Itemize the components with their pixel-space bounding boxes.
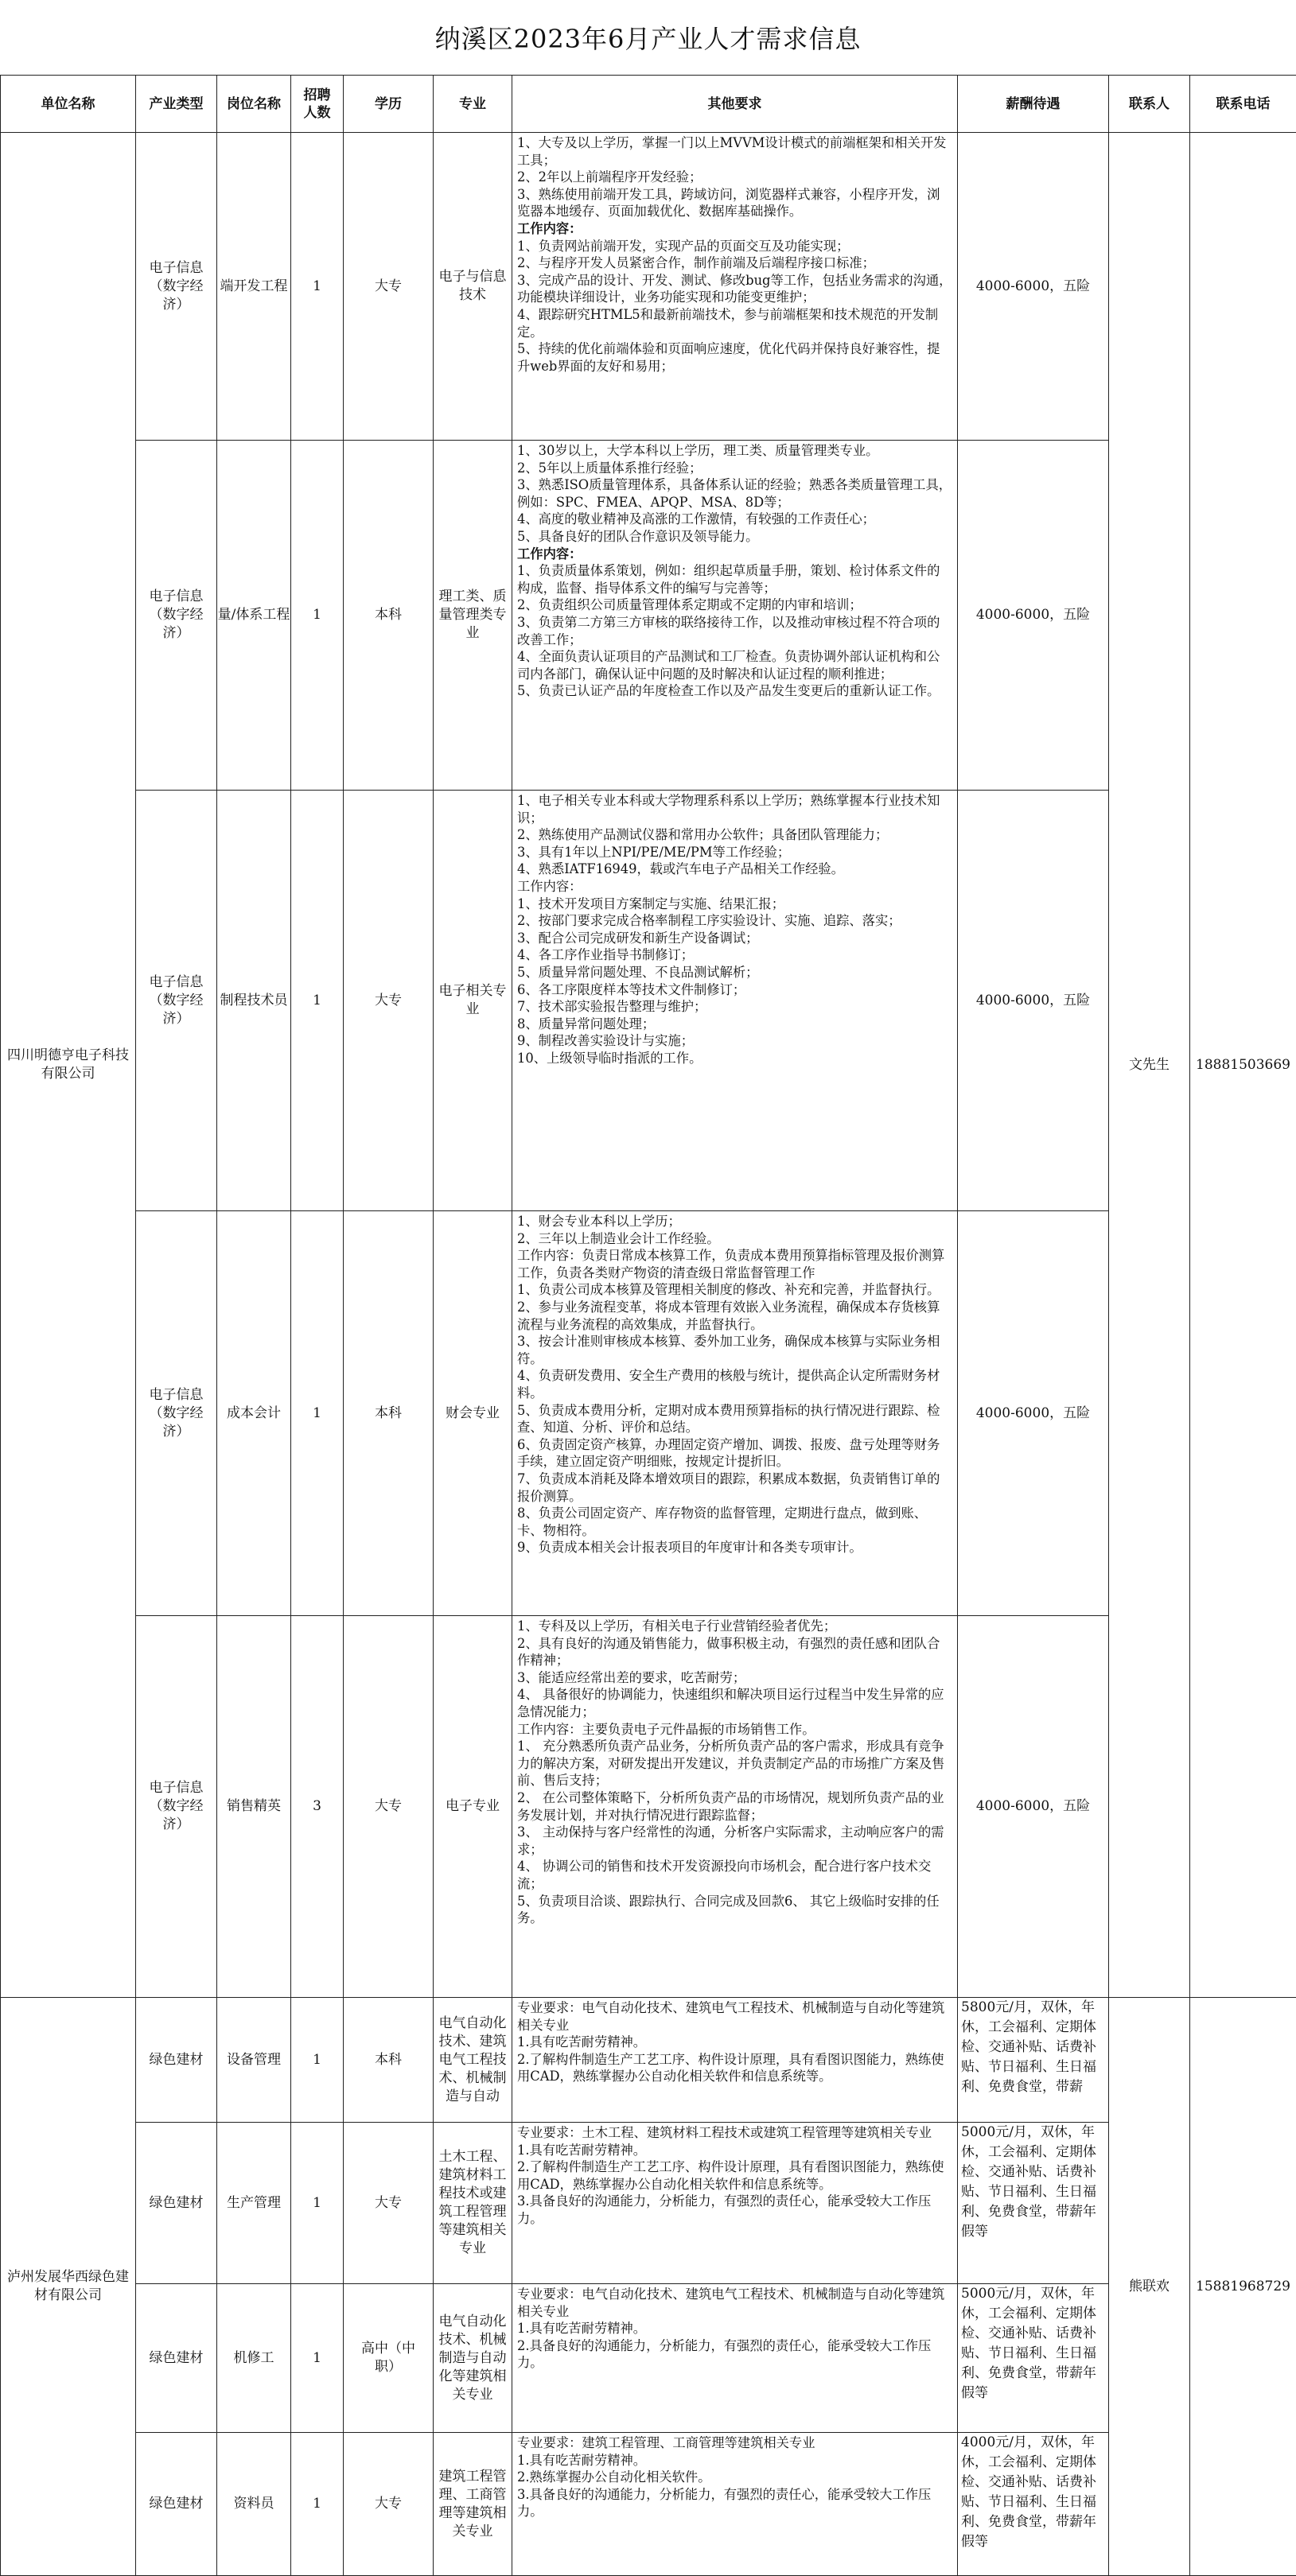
requirements-text: 1、负责网站前端开发，实现产品的页面交互及功能实现； 2、与程序开发人员紧密合作，制作前端及后端程序接口标准； 3、完成产品的设计、开发、测试、修改bug等工作，包括业务需求的沟通，功能模块详细设计，业务功能实现和功能变更维护； 4、跟踪研究HTML5和最新前端技术，参与前端框架和技术规范的开发制定。 5、持续的优化前端体验和页面响应速度，优化代码并保持良好兼容性，提升web界面的友好和易用； [517,238,952,374]
education-cell: 高中（中职） [344,2284,434,2433]
header-position: 岗位名称 [217,76,291,133]
industry-cell: 电子信息（数字经济） [136,441,217,791]
table-row [1,2123,1296,2284]
header-row [1,76,1296,133]
requirements-cell: 专业要求：建筑工程管理、工商管理等建筑相关专业 1.具有吃苦耐劳精神。 2.熟练掌握办公自动化相关软件。 3.具备良好的沟通能力，分析能力，有强烈的责任心，能承受较大工作压力。 [512,2433,958,2576]
requirements-cell [512,791,958,1211]
requirements-cell: 1、专科及以上学历，有相关电子行业营销经验者优先； 2、具有良好的沟通及销售能力，做事积极主动，有强烈的责任感和团队合作精神； 3、能适应经常出差的要求，吃苦耐劳； 4、 具备很好的协调能力，快速组织和解决项目运行过程当中发生异常的应急情况能力； 工作内容：主要负责电子元件晶振的市场销售工作。 1、 充分熟悉所负责产品业务，分析所负责产品的客户需求，形成具有竞争力的解决方案，对研发提出开发建议，并负责制定产品的市场推广方案及售前、售后支持； 2、 在公司整体策略下，分析所负责产品的市场情况，规划所负责产品的业务发展计划，并对执行情况进行跟踪监督； 3、 主动保持与客户经常性的沟通，分析客户实际需求，主动响应客户的需求； 4、 协调公司的销售和技术开发资源投向市场机会，配合进行客户技术交流； 5、负责项目洽谈、跟踪执行、合同完成及回款6、 其它上级临时安排的任务。 [512,1616,958,1998]
salary-cell: 4000-6000，五险 [958,441,1109,791]
position-cell: 制程技术员 [217,791,291,1211]
company-name: 泸州发展华西绿色建材有限公司 [1,1998,136,2576]
count-cell: 1 [291,133,344,441]
education-cell: 大专 [344,2433,434,2576]
contact-cell: 熊联欢 [1109,1998,1190,2576]
major-cell: 电子专业 [434,1616,512,1998]
requirements-cell [512,441,958,791]
header-requirements: 其他要求 [512,76,958,133]
education-cell: 大专 [344,133,434,441]
industry-cell: 绿色建材 [136,2284,217,2433]
salary-cell: 4000元/月，双休，年休，工会福利、定期体检、交通补贴、话费补贴、节日福利、生日福利、免费食堂，带薪年假等 [958,2433,1109,2576]
industry-cell: 绿色建材 [136,2433,217,2576]
industry-cell: 电子信息（数字经济） [136,791,217,1211]
table-row [1,133,1296,441]
requirements-cell: 专业要求：电气自动化技术、建筑电气工程技术、机械制造与自动化等建筑相关专业 1.具有吃苦耐劳精神。 2.了解构件制造生产工艺工序、构件设计原理，具有看图识图能力，熟练使用CAD，熟练掌握办公自动化相关软件和信息系统等。 [512,1998,958,2123]
count-cell: 1 [291,2284,344,2433]
page-title: 纳溪区2023年6月产业人才需求信息 [434,24,862,54]
position-cell: 量/体系工程 [217,441,291,791]
major-cell: 电子与信息技术 [434,133,512,441]
industry-cell: 电子信息（数字经济） [136,1211,217,1616]
requirements-cell [512,133,958,441]
position-cell: 设备管理 [217,1998,291,2123]
count-cell: 3 [291,1616,344,1998]
count-cell: 1 [291,2433,344,2576]
position-cell: 机修工 [217,2284,291,2433]
count-cell: 1 [291,1211,344,1616]
salary-cell: 5000元/月，双休，年休，工会福利、定期体检、交通补贴、话费补贴、节日福利、生日福利、免费食堂，带薪年假等 [958,2123,1109,2284]
industry-cell: 电子信息（数字经济） [136,1616,217,1998]
header-education: 学历 [344,76,434,133]
requirements-text: 1、30岁以上，大学本科以上学历，理工类、质量管理类专业。 2、5年以上质量体系推行经验； 3、熟悉ISO质量管理体系，具备体系认证的经验；熟悉各类质量管理工具，例如：SPC、FMEA、APQP、MSA、8D等； 4、高度的敬业精神及高涨的工作激情，有较强的工作责任心； 5、具备良好的团队合作意识及领导能力。 [517,443,952,544]
phone-cell: 15881968729 [1190,1998,1296,2576]
industry-cell: 绿色建材 [136,1998,217,2123]
count-cell: 1 [291,791,344,1211]
major-cell: 理工类、质量管理类专业 [434,441,512,791]
header-salary: 薪酬待遇 [958,76,1109,133]
requirements-text: 1、电子相关专业本科或大学物理系科系以上学历；熟练掌握本行业技术知识； 2、熟练使用产品测试仪器和常用办公软件；具备团队管理能力； 3、具有1年以上NPI/PE/ME/PM等工作经验； 4、熟悉IATF16949，载或汽车电子产品相关工作经验。 [517,793,940,877]
work-content-heading: 工作内容： [517,220,582,236]
major-cell: 电子相关专业 [434,791,512,1211]
requirements-text: 1、负责质量体系策划，例如：组织起草质量手册，策划、检讨体系文件的构成，监督、指导体系文件的编写与完善等； 2、负责组织公司质量管理体系定期或不定期的内审和培训； 3、负责第二方第三方审核的联络接待工作，以及推动审核过程不符合项的改善工作； 4、全面负责认证项目的产品测试和工厂检查。负责协调外部认证机构和公司内各部门，确保认证中问题的及时解决和认证过程的顺利推进； 5、负责已认证产品的年度检查工作以及产品发生变更后的重新认证工作。 [517,563,940,699]
salary-cell: 5800元/月，双休，年休，工会福利、定期体检、交通补贴、话费补贴、节日福利、生日福利、免费食堂，带薪 [958,1998,1109,2123]
table-row [1,1998,1296,2123]
education-cell: 大专 [344,1616,434,1998]
education-cell: 本科 [344,1211,434,1616]
header-count: 招聘人数 [291,76,344,133]
header-phone: 联系电话 [1190,76,1296,133]
table-row [1,1616,1296,1998]
work-content-heading: 工作内容： [517,546,582,561]
position-cell: 成本会计 [217,1211,291,1616]
major-cell: 财会专业 [434,1211,512,1616]
company-name: 四川明德亨电子科技有限公司 [1,133,136,1998]
position-cell: 销售精英 [217,1616,291,1998]
industry-cell: 绿色建材 [136,2123,217,2284]
education-cell: 本科 [344,1998,434,2123]
position-cell: 端开发工程 [217,133,291,441]
industry-cell: 电子信息（数字经济） [136,133,217,441]
salary-cell: 4000-6000，五险 [958,133,1109,441]
table-row [1,2433,1296,2576]
header-contact: 联系人 [1109,76,1190,133]
header-company: 单位名称 [1,76,136,133]
salary-cell: 4000-6000，五险 [958,1616,1109,1998]
requirements-text: 1、大专及以上学历，掌握一门以上MVVM设计模式的前端框架和相关开发工具； 2、2年以上前端程序开发经验； 3、熟练使用前端开发工具，跨域访问，浏览器样式兼容，小程序开发，浏览器本地缓存、页面加载优化、数据库基础操作。 [517,135,947,220]
table-row [1,2284,1296,2433]
count-cell: 1 [291,2123,344,2284]
header-major: 专业 [434,76,512,133]
education-cell: 大专 [344,791,434,1211]
position-cell: 生产管理 [217,2123,291,2284]
major-cell: 电气自动化技术、机械制造与自动化等建筑相关专业 [434,2284,512,2433]
table-row [1,441,1296,791]
phone-cell: 18881503669 [1190,133,1296,1998]
requirements-text: 工作内容： 1、技术开发项目方案制定与实施、结果汇报； 2、按部门要求完成合格率制程工序实验设计、实施、追踪、落实； 3、配合公司完成研发和新生产设备调试； 4、各工序作业指导书制修订； 5、质量异常问题处理、不良品测试解析； 6、各工序限度样本等技术文件制修订； 7、技术部实验报告整理与维护； 8、质量异常问题处理； 9、制程改善实验设计与实施； 10、上级领导临时指派的工作。 [517,878,901,1066]
count-cell: 1 [291,441,344,791]
requirements-cell: 专业要求：电气自动化技术、建筑电气工程技术、机械制造与自动化等建筑相关专业 1.具有吃苦耐劳精神。 2.具备良好的沟通能力，分析能力，有强烈的责任心，能承受较大工作压力。 [512,2284,958,2433]
education-cell: 本科 [344,441,434,791]
salary-cell: 4000-6000，五险 [958,1211,1109,1616]
count-cell: 1 [291,1998,344,2123]
major-cell: 电气自动化技术、建筑电气工程技术、机械制造与自动 [434,1998,512,2123]
requirements-cell: 专业要求：土木工程、建筑材料工程技术或建筑工程管理等建筑相关专业 1.具有吃苦耐劳精神。 2.了解构件制造生产工艺工序、构件设计原理，具有看图识图能力，熟练使用CAD，熟练掌握办公自动化相关软件和信息系统等。 3.具备良好的沟通能力，分析能力，有强烈的责任心，能承受较大工作压力。 [512,2123,958,2284]
requirements-cell: 1、财会专业本科以上学历； 2、三年以上制造业会计工作经验。 工作内容：负责日常成本核算工作，负责成本费用预算指标管理及报价测算工作，负责各类财产物资的清查级日常监督管理工作 1、负责公司成本核算及管理相关制度的修改、补充和完善，并监督执行。 2、参与业务流程变革，将成本管理有效嵌入业务流程，确保成本存货核算流程与业务流程的高效集成，并监督执行。 3、按会计准则审核成本核算、委外加工业务，确保成本核算与实际业务相符。 4、负责研发费用、安全生产费用的核般与统计，提供高企认定所需财务材料。 5、负责成本费用分析，定期对成本费用预算指标的执行情况进行跟踪、检查、知道、分析、评价和总结。 6、负责固定资产核算，办理固定资产增加、调拨、报废、盘亏处理等财务手续，建立固定资产明细账，按规定计提折旧。 7、负责成本消耗及降本增效项目的跟踪，积累成本数据，负责销售订单的报价测算。 8、负责公司固定资产、库存物资的监督管理，定期进行盘点，做到账、卡、物相符。 9、负责成本相关会计报表项目的年度审计和各类专项审计。 [512,1211,958,1616]
major-cell: 建筑工程管理、工商管理等建筑相关专业 [434,2433,512,2576]
job-table [0,75,1296,2576]
position-cell: 资料员 [217,2433,291,2576]
salary-cell: 4000-6000，五险 [958,791,1109,1211]
table-row [1,1211,1296,1616]
contact-cell: 文先生 [1109,133,1190,1998]
table-row [1,791,1296,1211]
education-cell: 大专 [344,2123,434,2284]
header-industry: 产业类型 [136,76,217,133]
salary-cell: 5000元/月，双休，年休，工会福利、定期体检、交通补贴、话费补贴、节日福利、生日福利、免费食堂，带薪年假等 [958,2284,1109,2433]
major-cell: 土木工程、建筑材料工程技术或建筑工程管理等建筑相关专业 [434,2123,512,2284]
